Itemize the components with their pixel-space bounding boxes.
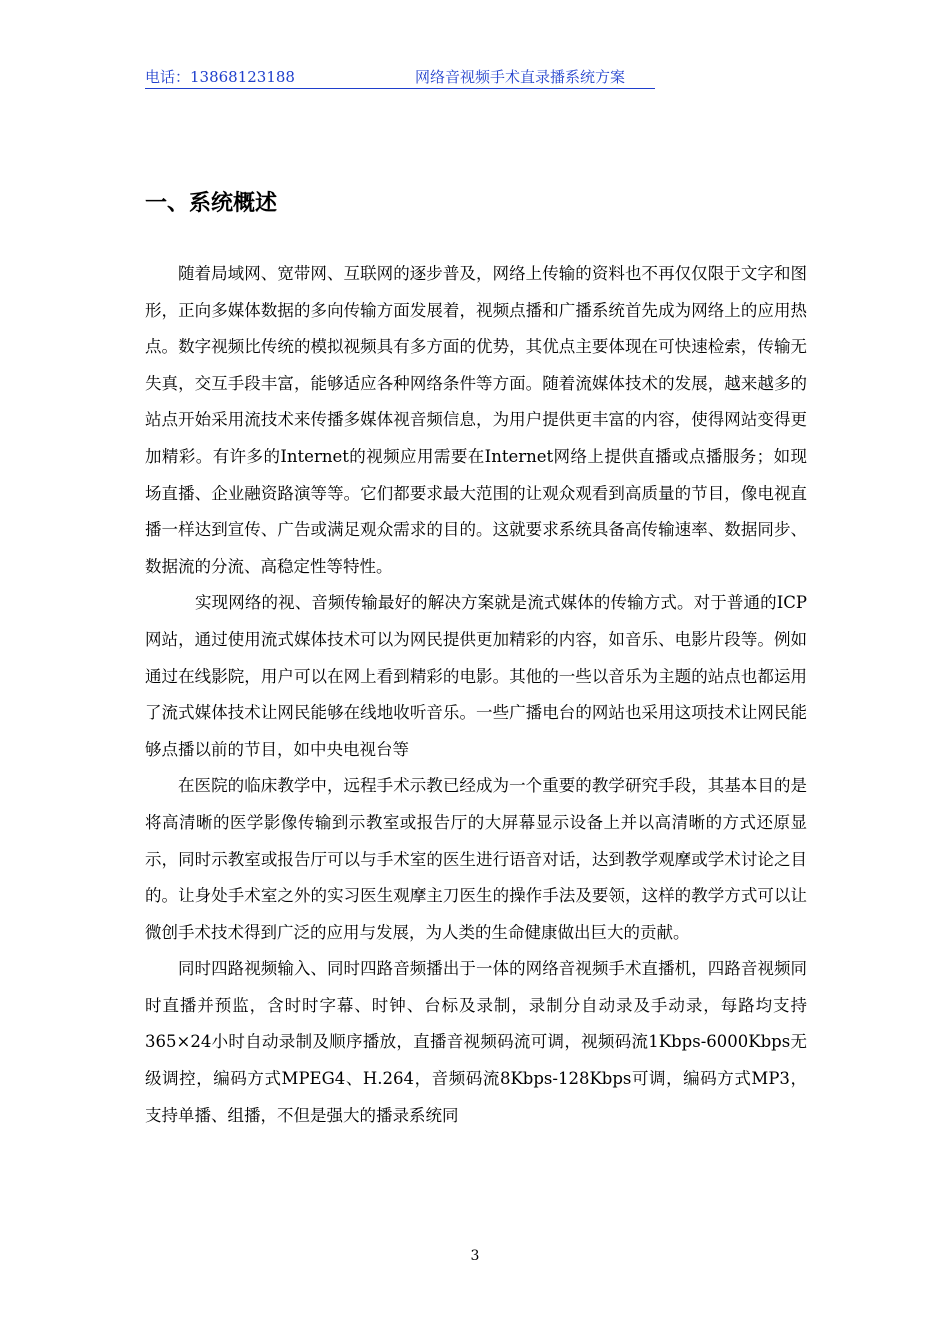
header-document-title: 网络音视频手术直录播系统方案 — [415, 68, 626, 86]
page-number: 3 — [470, 1248, 480, 1264]
paragraph-overview: 随着局域网、宽带网、互联网的逐步普及，网络上传输的资料也不再仅仅限于文字和图形，正向多媒体数据的多向传输方面发展着，视频点播和广播系统首先成为网络上的应用热点。数字视频比传统的模拟视频具有多方面的优势，其优点主要体现在可快速检索，传输无失真，交互手段丰富，能够适应各种网络条件等方面。随着流媒体技术的发展，越来越多的站点开始采用流技术来传播多媒体视音频信息，为用户提供更丰富的内容，使得网站变得更加精彩。有许多的Internet的视频应用需要在Internet网络上提供直播或点播服务；如现场直播、企业融资路演等等。它们都要求最大范围的让观众观看到高质量的节目，像电视直播一样达到宣传、广告或满足观众需求的目的。这就要求系统具备高传输速率、数据同步、数据流的分流、高稳定性等特性。 — [145, 264, 807, 576]
page-header — [145, 68, 655, 89]
paragraph-streaming-media: 实现网络的视、音频传输最好的解决方案就是流式媒体的传输方式。对于普通的ICP网站，通过使用流式媒体技术可以为网民提供更加精彩的内容，如音乐、电影片段等。例如通过在线影院，用户可以在网上看到精彩的电影。其他的一些以音乐为主题的站点也都运用了流式媒体技术让网民能够在线地收听音乐。一些广播电台的网站也采用这项技术让网民能够点播以前的节目，如中央电视台等 — [145, 593, 807, 759]
section-heading: 一、系统概述 — [145, 191, 278, 216]
header-phone: 电话：13868123188 — [145, 68, 295, 86]
body-text — [145, 256, 807, 1134]
paragraph-surgical-teaching: 在医院的临床教学中，远程手术示教已经成为一个重要的教学研究手段，其基本目的是将高清晰的医学影像传输到示教室或报告厅的大屏幕显示设备上并以高清晰的方式还原显示，同时示教室或报告厅可以与手术室的医生进行语音对话，达到教学观摩或学术讨论之目的。让身处手术室之外的实习医生观摩主刀医生的操作手法及要领，这样的教学方式可以让微创手术技术得到广泛的应用与发展，为人类的生命健康做出巨大的贡献。 — [145, 776, 807, 942]
paragraph-live-broadcast-device: 同时四路视频输入、同时四路音频播出于一体的网络音视频手术直播机，四路音视频同时直播并预监，含时时字幕、时钟、台标及录制，录制分自动录及手动录，每路均支持365×24小时自动录制及顺序播放，直播音视频码流可调，视频码流1Kbps-6000Kbps无级调控，编码方式MPEG4、H.264，音频码流8Kbps-128Kbps可调，编码方式MP3，支持单播、组播，不但是强大的播录系统同 — [145, 959, 807, 1125]
